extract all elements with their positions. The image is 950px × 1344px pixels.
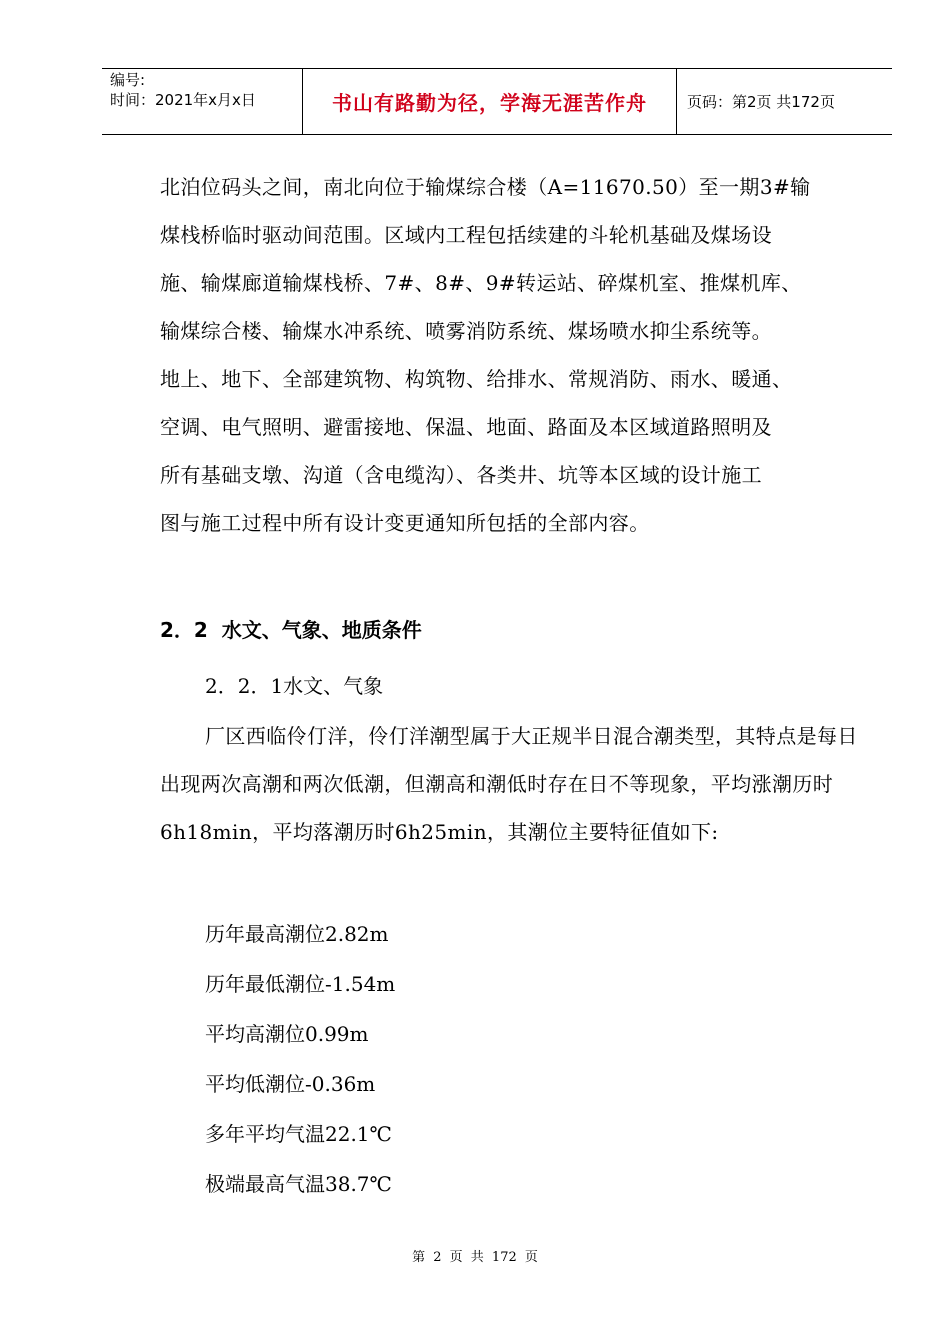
number-label: 编号:	[110, 71, 146, 89]
list-item: 极端最高气温38.7℃	[205, 1172, 392, 1196]
paragraph-1-line: 煤栈桥临时驱动间范围。区域内工程包括续建的斗轮机基础及煤场设	[160, 223, 772, 247]
paragraph-1-line: 施、输煤廊道输煤栈桥、7#、8#、9#转运站、碎煤机室、推煤机库、	[160, 271, 802, 295]
tide-temperature-list	[205, 909, 395, 1209]
list-item: 平均高潮位0.99m	[205, 1022, 369, 1046]
header-page-label: 页码：第2页 共172页	[687, 93, 835, 111]
section-heading: 2．2 水文、气象、地质条件	[160, 618, 422, 642]
paragraph-1-line: 空调、电气照明、避雷接地、保温、地面、路面及本区域道路照明及	[160, 415, 772, 439]
paragraph-1-line: 输煤综合楼、输煤水冲系统、喷雾消防系统、煤场喷水抑尘系统等。	[160, 319, 772, 343]
paragraph-1-line: 北泊位码头之间，南北向位于输煤综合楼（A=11670.50）至一期3#输	[160, 175, 811, 199]
header-motto: 书山有路勤为径，学海无涯苦作舟	[303, 69, 677, 134]
paragraph-2: 厂区西临伶仃洋，伶仃洋潮型属于大正规半日混合潮类型，其特点是每日出现两次高潮和两次低潮，但潮高和潮低时存在日不等现象，平均涨潮历时6h18min，平均落潮历时6h25min，其潮位主要特征值如下:	[160, 724, 858, 844]
paragraph-1	[160, 163, 860, 547]
page-footer: 第 2 页 共 172 页	[412, 1250, 538, 1265]
paragraph-1-line: 所有基础支墩、沟道（含电缆沟）、各类井、坑等本区域的设计施工	[160, 463, 762, 487]
header-meta	[102, 69, 303, 134]
list-item: 历年最高潮位2.82m	[205, 922, 389, 946]
sub-heading: 2．2．1水文、气象	[205, 674, 384, 698]
list-item: 历年最低潮位-1.54m	[205, 972, 396, 996]
list-item: 多年平均气温22.1℃	[205, 1122, 392, 1146]
paragraph-1-line: 图与施工过程中所有设计变更通知所包括的全部内容。	[160, 511, 650, 535]
paragraph-1-line: 地上、地下、全部建筑物、构筑物、给排水、常规消防、雨水、暖通、	[160, 367, 793, 391]
list-item: 平均低潮位-0.36m	[205, 1072, 376, 1096]
page-header	[102, 68, 892, 135]
time-label: 时间：2021年x月x日	[110, 91, 256, 109]
